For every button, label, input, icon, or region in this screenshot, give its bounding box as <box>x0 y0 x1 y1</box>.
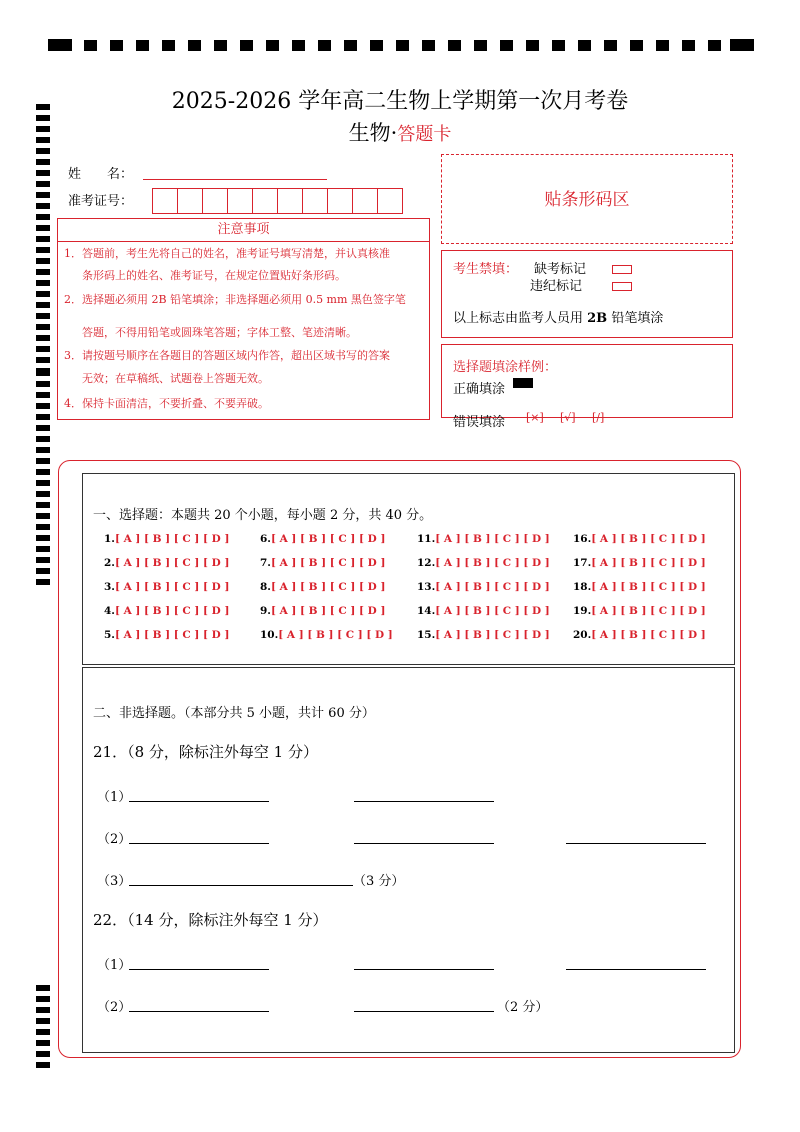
id-digit-box[interactable] <box>327 188 353 214</box>
q21-part-3-score: （3 分） <box>353 874 405 889</box>
notice-box <box>57 218 430 420</box>
choice-question-3[interactable]: 3.[ A ] [ B ] [ C ] [ D ] <box>104 581 230 593</box>
side-timing-marks-bottom <box>36 985 50 1073</box>
page-subtitle <box>0 117 800 147</box>
notice-item: 3．请按题号顺序在各题目的答题区域内作答，超出区域书写的答案 <box>64 349 390 362</box>
name-label: 姓 名： <box>68 167 134 182</box>
id-digit-box[interactable] <box>227 188 253 214</box>
proctor-marks-box <box>441 250 733 338</box>
choice-section <box>82 473 735 665</box>
choice-question-15[interactable]: 15.[ A ] [ B ] [ C ] [ D ] <box>417 629 550 641</box>
question-21-heading: 21．（8 分，除标注外每空 1 分） <box>93 743 318 761</box>
id-digit-box[interactable] <box>377 188 403 214</box>
question-22-heading: 22．（14 分，除标注外每空 1 分） <box>93 911 328 929</box>
sample-title: 选择题填涂样例： <box>453 360 558 375</box>
q21-part-1-blank-1[interactable] <box>129 801 269 802</box>
notice-heading: 注意事项 <box>58 219 429 242</box>
fill-sample-box <box>441 344 733 430</box>
proctor-note: 以上标志由监考人员用 2B 铅笔填涂 <box>453 311 664 326</box>
page-title: 2025-2026 学年高二生物上学期第一次月考卷 <box>171 89 629 114</box>
notice-item: 条形码上的姓名、准考证号，在规定位置贴好条形码。 <box>82 269 346 282</box>
q21-part-2-blank-3[interactable] <box>566 843 706 844</box>
q22-part-1-label: （1） <box>97 958 132 973</box>
wrong-fill-label: 错误填涂 <box>453 415 506 430</box>
choice-question-4[interactable]: 4.[ A ] [ B ] [ C ] [ D ] <box>104 605 230 617</box>
side-timing-marks-middle <box>36 370 50 590</box>
notice-item: 2．选择题必须用 2B 铅笔填涂；非选择题必须用 0.5 mm 黑色签字笔 <box>64 293 406 306</box>
q21-part-3-blank[interactable] <box>129 885 353 886</box>
choice-question-13[interactable]: 13.[ A ] [ B ] [ C ] [ D ] <box>417 581 550 593</box>
choice-question-2[interactable]: 2.[ A ] [ B ] [ C ] [ D ] <box>104 557 230 569</box>
absent-label: 缺考标记 <box>534 262 587 277</box>
barcode-label: 贴条形码区 <box>544 190 630 210</box>
choice-question-7[interactable]: 7.[ A ] [ B ] [ C ] [ D ] <box>260 557 386 569</box>
wrong-mark-cross: [×] <box>526 411 544 424</box>
q21-part-2-blank-2[interactable] <box>354 843 494 844</box>
notice-item: 无效；在草稿纸、试题卷上答题无效。 <box>82 372 269 385</box>
notice-item: 1．答题前，考生先将自己的姓名，准考证号填写清楚，并认真核准 <box>64 247 390 260</box>
id-digit-box[interactable] <box>302 188 328 214</box>
absent-mark-box[interactable] <box>612 265 632 274</box>
choice-section-title: 一、选择题：本题共 20 个小题，每小题 2 分，共 40 分。 <box>93 508 433 523</box>
non-choice-section-title: 二、非选择题。（本部分共 5 小题，共计 60 分） <box>93 706 375 721</box>
violation-label: 违纪标记 <box>530 279 583 294</box>
q21-part-2-blank-1[interactable] <box>129 843 269 844</box>
q21-part-1-blank-2[interactable] <box>354 801 494 802</box>
q22-part-1-blank-2[interactable] <box>354 969 494 970</box>
wrong-mark-check: [√] <box>560 411 576 424</box>
choice-question-6[interactable]: 6.[ A ] [ B ] [ C ] [ D ] <box>260 533 386 545</box>
name-field[interactable] <box>143 179 327 180</box>
choice-question-19[interactable]: 19.[ A ] [ B ] [ C ] [ D ] <box>573 605 706 617</box>
notice-item: 4．保持卡面清洁，不要折叠、不要弄破。 <box>64 397 269 410</box>
choice-question-9[interactable]: 9.[ A ] [ B ] [ C ] [ D ] <box>260 605 386 617</box>
choice-question-8[interactable]: 8.[ A ] [ B ] [ C ] [ D ] <box>260 581 386 593</box>
violation-mark-box[interactable] <box>612 282 632 291</box>
q22-part-2-score: （2 分） <box>497 1000 549 1015</box>
id-digit-box[interactable] <box>252 188 278 214</box>
q22-part-2-blank-1[interactable] <box>129 1011 269 1012</box>
choice-question-18[interactable]: 18.[ A ] [ B ] [ C ] [ D ] <box>573 581 706 593</box>
id-digit-box[interactable] <box>352 188 378 214</box>
exam-id-boxes[interactable] <box>152 188 402 214</box>
choice-question-12[interactable]: 12.[ A ] [ B ] [ C ] [ D ] <box>417 557 550 569</box>
q22-part-2-label: （2） <box>97 1000 132 1015</box>
wrong-mark-slash: [/] <box>592 411 605 424</box>
subtitle-card: 答题卡 <box>397 124 452 145</box>
id-digit-box[interactable] <box>177 188 203 214</box>
q22-part-1-blank-3[interactable] <box>566 969 706 970</box>
top-timing-marks <box>48 38 754 52</box>
barcode-area <box>441 154 733 244</box>
q22-part-1-blank-1[interactable] <box>129 969 269 970</box>
choice-question-16[interactable]: 16.[ A ] [ B ] [ C ] [ D ] <box>573 533 706 545</box>
exam-id-label: 准考证号： <box>68 194 134 209</box>
choice-question-10[interactable]: 10.[ A ] [ B ] [ C ] [ D ] <box>260 629 393 641</box>
q21-part-1-label: （1） <box>97 790 132 805</box>
discipline-label: 考生禁填： <box>453 262 519 277</box>
choice-question-11[interactable]: 11.[ A ] [ B ] [ C ] [ D ] <box>417 533 550 545</box>
choice-question-20[interactable]: 20.[ A ] [ B ] [ C ] [ D ] <box>573 629 706 641</box>
id-digit-box[interactable] <box>202 188 228 214</box>
notice-item: 答题，不得用铅笔或圆珠笔答题；字体工整、笔迹清晰。 <box>82 326 357 339</box>
non-choice-section <box>82 667 735 1053</box>
id-digit-box[interactable] <box>277 188 303 214</box>
choice-question-1[interactable]: 1.[ A ] [ B ] [ C ] [ D ] <box>104 533 230 545</box>
q21-part-3-label: （3） <box>97 874 132 889</box>
id-digit-box[interactable] <box>152 188 178 214</box>
subtitle-subject: 生物· <box>348 121 398 145</box>
correct-fill-label: 正确填涂 <box>453 382 506 397</box>
choice-question-5[interactable]: 5.[ A ] [ B ] [ C ] [ D ] <box>104 629 230 641</box>
q22-part-2-blank-2[interactable] <box>354 1011 494 1012</box>
choice-question-17[interactable]: 17.[ A ] [ B ] [ C ] [ D ] <box>573 557 706 569</box>
correct-fill-sample <box>513 378 533 388</box>
choice-question-14[interactable]: 14.[ A ] [ B ] [ C ] [ D ] <box>417 605 550 617</box>
q21-part-2-label: （2） <box>97 832 132 847</box>
